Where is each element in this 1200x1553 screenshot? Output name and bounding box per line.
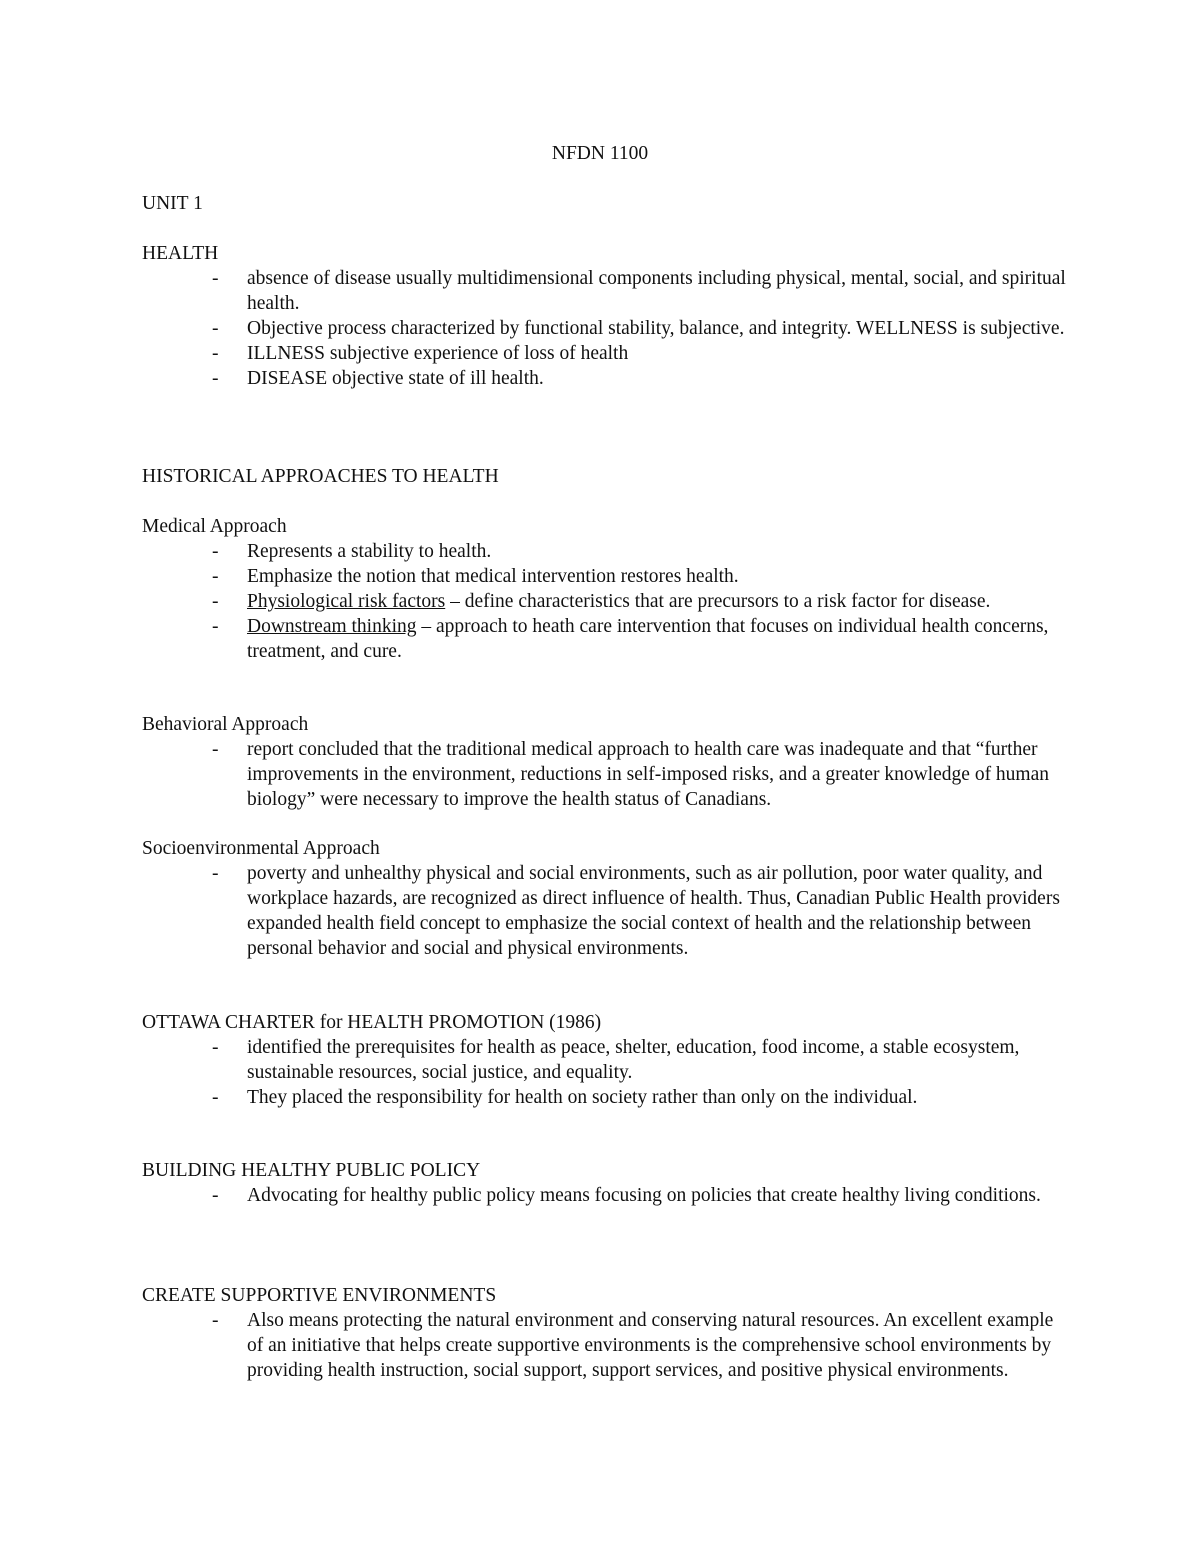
bullet-list: [142, 737, 1072, 812]
list-item: - Represents a stability to health.: [142, 539, 1072, 564]
list-item: - Advocating for healthy public policy means focusing on policies that create healthy living conditions.: [142, 1183, 1072, 1208]
list-item: - poverty and unhealthy physical and social environments, such as air pollution, poor water quality, and workplace hazards, are recognized as direct influence of health. Thus, Canadian Public Health providers expanded health field concept to emphasize the social context of health and the relationship between personal behavior and social and physical environments.: [142, 861, 1072, 961]
section-heading: BUILDING HEALTHY PUBLIC POLICY: [142, 1160, 481, 1181]
section-heading: Medical Approach: [142, 516, 287, 537]
list-item: [142, 614, 1072, 664]
bullet-list: [142, 1035, 1072, 1110]
term-definition: – approach to heath care intervention that focuses on individual health concerns, treatment, and cure.: [247, 616, 1049, 662]
section-heading: Socioenvironmental Approach: [142, 838, 380, 859]
section-medical: [142, 514, 1072, 664]
bullet-list: [142, 266, 1072, 391]
list-item: - They placed the responsibility for health on society rather than only on the individual.: [142, 1085, 1072, 1110]
bullet-list: [142, 539, 1072, 664]
list-item: - ILLNESS subjective experience of loss of health: [142, 341, 1072, 366]
list-item: - absence of disease usually multidimensional components including physical, mental, social, and spiritual health.: [142, 266, 1072, 316]
term-downstream-thinking: Downstream thinking: [247, 616, 417, 637]
bullet-list: [142, 861, 1072, 961]
section-socioenvironmental: [142, 836, 1072, 961]
term-physiological-risk-factors: Physiological risk factors: [247, 591, 446, 612]
bullet-list: [142, 1308, 1072, 1383]
unit-heading: UNIT 1: [142, 193, 203, 214]
section-behavioral: [142, 712, 1072, 812]
section-historical-heading: HISTORICAL APPROACHES TO HEALTH: [142, 466, 499, 487]
section-ottawa-charter: [142, 1010, 1072, 1110]
section-heading: OTTAWA CHARTER for HEALTH PROMOTION (1986): [142, 1012, 602, 1033]
bullet-list: [142, 1183, 1072, 1208]
list-item: - Emphasize the notion that medical intervention restores health.: [142, 564, 1072, 589]
list-item: - DISEASE objective state of ill health.: [142, 366, 1072, 391]
list-item: - Also means protecting the natural environment and conserving natural resources. An excellent example of an initiative that helps create supportive environments is the comprehensive school environments by providing health instruction, social support, support services, and positive physical environments.: [142, 1308, 1072, 1383]
list-item: - Objective process characterized by functional stability, balance, and integrity. WELLNESS is subjective.: [142, 316, 1072, 341]
list-item: - report concluded that the traditional medical approach to health care was inadequate and that “further improvements in the environment, reductions in self-imposed risks, and a greater knowledge of human biology” were necessary to improve the health status of Canadians.: [142, 737, 1072, 812]
section-heading: Behavioral Approach: [142, 714, 309, 735]
document-title: NFDN 1100: [551, 143, 649, 164]
section-heading: HEALTH: [142, 243, 219, 264]
term-definition: – define characteristics that are precursors to a risk factor for disease.: [445, 591, 991, 612]
section-healthy-public-policy: [142, 1158, 1072, 1208]
section-health: [142, 241, 1072, 391]
list-item: - identified the prerequisites for health as peace, shelter, education, food income, a stable ecosystem, sustainable resources, social justice, and equality.: [142, 1035, 1072, 1085]
section-heading: CREATE SUPPORTIVE ENVIRONMENTS: [142, 1285, 497, 1306]
list-item: [142, 589, 1072, 614]
section-supportive-environments: [142, 1283, 1072, 1383]
